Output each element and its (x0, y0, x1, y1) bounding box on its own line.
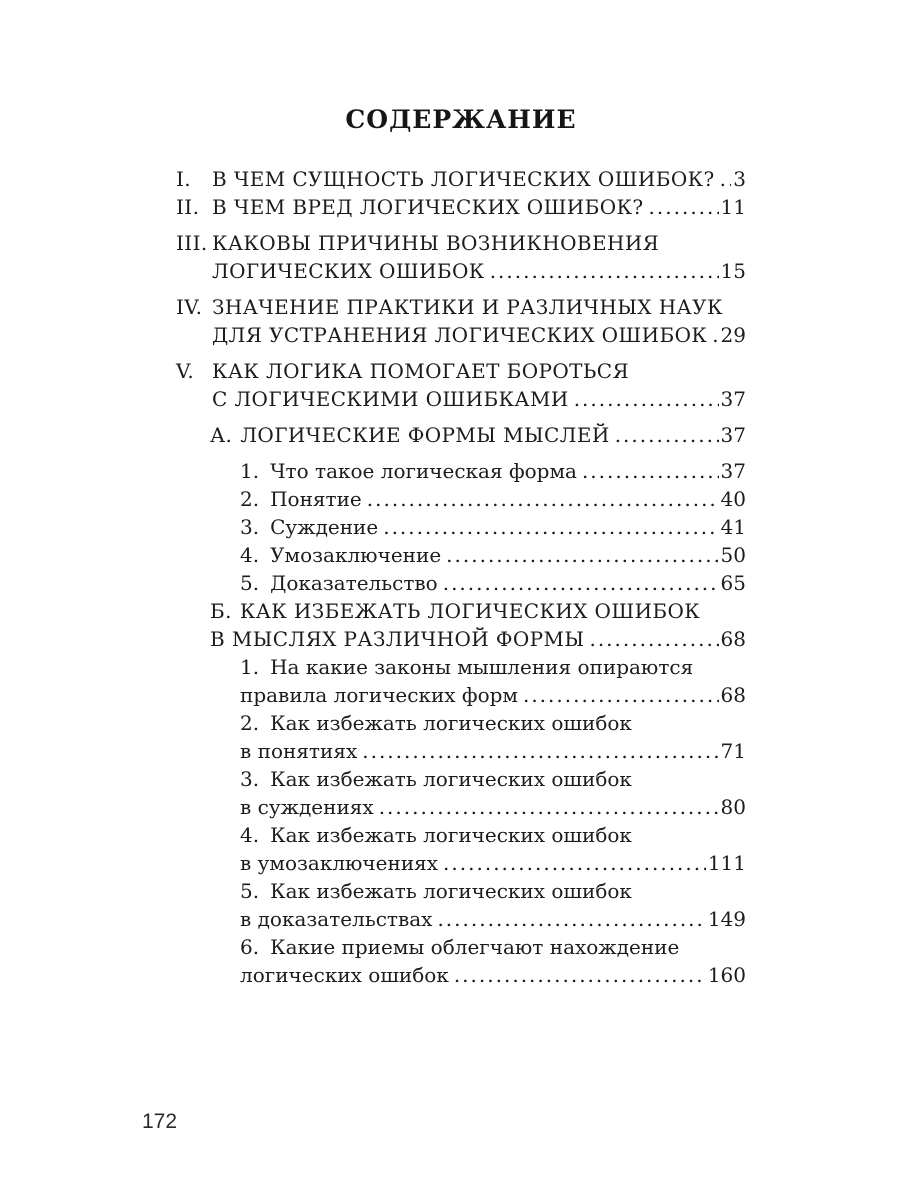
toc-entries (176, 165, 746, 989)
toc-entry-page: 71 (720, 739, 746, 763)
toc-entry-text: логических ошибок (240, 963, 449, 987)
toc-line (176, 849, 746, 877)
toc-entry (176, 653, 746, 709)
toc-entry-marker: 5. (240, 571, 260, 595)
toc-line (176, 765, 746, 793)
toc-entry-marker: 4. (240, 543, 260, 567)
toc-entry-text: В МЫСЛЯХ РАЗЛИЧНОЙ ФОРМЫ (210, 627, 585, 651)
toc-entry-marker: III. (176, 231, 208, 255)
toc-line (176, 485, 746, 513)
toc-line (176, 421, 746, 449)
toc-entry-text: ЗНАЧЕНИЕ ПРАКТИКИ И РАЗЛИЧНЫХ НАУК (212, 295, 723, 319)
toc-entry-text: Какие приемы облегчают нахождение (270, 935, 680, 959)
dot-leader (523, 681, 719, 709)
dot-leader (446, 541, 718, 569)
toc-entry-page: 3 (733, 167, 746, 191)
toc-entry (176, 485, 746, 513)
dot-leader (490, 257, 719, 285)
toc-entry-page: 80 (720, 795, 746, 819)
dot-leader (712, 321, 718, 349)
toc-entry (176, 541, 746, 569)
toc-entry-text: в доказательствах (240, 907, 433, 931)
toc-line (176, 457, 746, 485)
toc-line (176, 821, 746, 849)
toc-entry-page: 41 (720, 515, 746, 539)
toc-line (176, 597, 746, 625)
toc-entry-marker: V. (176, 359, 195, 383)
toc-entry-page: 15 (720, 259, 746, 283)
toc-entry-marker: 2. (240, 487, 260, 511)
toc-entry-marker: 1. (240, 655, 260, 679)
toc-entry-marker: 5. (240, 879, 260, 903)
dot-leader (615, 421, 719, 449)
toc-entry-text: Что такое логическая форма (270, 459, 577, 483)
toc-entry-text: в умозаключениях (240, 851, 439, 875)
toc-entry (176, 193, 746, 221)
dot-leader (443, 569, 719, 597)
toc-entry-text: КАКОВЫ ПРИЧИНЫ ВОЗНИКНОВЕНИЯ (212, 231, 660, 255)
toc-line (176, 709, 746, 737)
toc-entry (176, 165, 746, 193)
toc-entry (176, 597, 746, 653)
toc-line (176, 625, 746, 653)
toc-entry-text: ДЛЯ УСТРАНЕНИЯ ЛОГИЧЕСКИХ ОШИБОК (212, 323, 708, 347)
toc-entry-text: в суждениях (240, 795, 374, 819)
toc-line (176, 165, 746, 193)
toc-entry-text: правила логических форм (240, 683, 518, 707)
toc-entry-page: 160 (707, 963, 746, 987)
toc-line (176, 653, 746, 681)
toc-line (176, 569, 746, 597)
toc-line (176, 229, 746, 257)
dot-leader (443, 849, 706, 877)
toc-entry (176, 229, 746, 285)
dot-leader (437, 905, 705, 933)
toc-line (176, 513, 746, 541)
toc-entry (176, 765, 746, 821)
toc-entry (176, 709, 746, 765)
toc-entry-page: 29 (720, 323, 746, 347)
toc-entry-page: 68 (720, 627, 746, 651)
toc-entry-text: Как избежать логических ошибок (270, 879, 632, 903)
toc-entry-marker: 4. (240, 823, 260, 847)
toc-entry-page: 37 (720, 387, 746, 411)
toc-entry (176, 877, 746, 933)
dot-leader (379, 793, 719, 821)
toc-line (176, 385, 746, 413)
toc-entry-text: Доказательство (270, 571, 438, 595)
footer-page-number: 172 (142, 1110, 178, 1133)
toc-line (176, 257, 746, 285)
toc-entry-text: В ЧЕМ ВРЕД ЛОГИЧЕСКИХ ОШИБОК? (212, 195, 644, 219)
toc-entry-page: 65 (720, 571, 746, 595)
toc-entry-text: Понятие (270, 487, 362, 511)
page-title: СОДЕРЖАНИЕ (345, 105, 577, 134)
toc-entry-text: в понятиях (240, 739, 358, 763)
dot-leader (589, 625, 718, 653)
toc-line (176, 905, 746, 933)
toc-entry-marker: 2. (240, 711, 260, 735)
toc-entry (176, 357, 746, 413)
dot-leader (454, 961, 706, 989)
toc-entry (176, 569, 746, 597)
dot-leader (582, 457, 719, 485)
toc-line (176, 877, 746, 905)
toc-entry-marker: IV. (176, 295, 203, 319)
toc-entry-text: ЛОГИЧЕСКИЕ ФОРМЫ МЫСЛЕЙ (240, 423, 610, 447)
toc-line (176, 193, 746, 221)
dot-leader (649, 193, 719, 221)
toc-line (176, 737, 746, 765)
dot-leader (574, 385, 719, 413)
toc-entry-text: КАК ЛОГИКА ПОМОГАЕТ БОРОТЬСЯ (212, 359, 630, 383)
toc-entry-text: С ЛОГИЧЕСКИМИ ОШИБКАМИ (212, 387, 569, 411)
toc-entry-marker: А. (210, 423, 233, 447)
toc (176, 0, 746, 989)
toc-line (176, 933, 746, 961)
toc-entry-marker: II. (176, 195, 200, 219)
dot-leader (383, 513, 718, 541)
toc-entry-marker: 1. (240, 459, 260, 483)
toc-entry-text: Как избежать логических ошибок (270, 711, 632, 735)
toc-line (176, 961, 746, 989)
toc-entry-text: ЛОГИЧЕСКИХ ОШИБОК (212, 259, 485, 283)
toc-entry (176, 421, 746, 449)
toc-entry-text: Суждение (270, 515, 379, 539)
toc-entry-page: 111 (707, 851, 746, 875)
toc-entry-marker: I. (176, 167, 192, 191)
toc-entry-marker: 3. (240, 767, 260, 791)
toc-entry-page: 149 (707, 907, 746, 931)
toc-entry-page: 11 (720, 195, 746, 219)
toc-entry-page: 40 (720, 487, 746, 511)
toc-line (176, 793, 746, 821)
toc-entry (176, 821, 746, 877)
toc-entry-page: 37 (720, 459, 746, 483)
toc-entry-marker: Б. (210, 599, 232, 623)
toc-line (176, 321, 746, 349)
toc-entry (176, 933, 746, 989)
toc-entry-text: В ЧЕМ СУЩНОСТЬ ЛОГИЧЕСКИХ ОШИБОК? (212, 167, 715, 191)
dot-leader (362, 737, 718, 765)
toc-entry-page: 68 (720, 683, 746, 707)
toc-entry-text: На какие законы мышления опираются (270, 655, 694, 679)
toc-entry-text: КАК ИЗБЕЖАТЬ ЛОГИЧЕСКИХ ОШИБОК (239, 599, 701, 623)
toc-entry (176, 293, 746, 349)
toc-entry-page: 37 (720, 423, 746, 447)
toc-line (176, 541, 746, 569)
toc-entry-marker: 6. (240, 935, 260, 959)
toc-entry-marker: 3. (240, 515, 260, 539)
toc-entry-page: 50 (720, 543, 746, 567)
dot-leader (720, 165, 732, 193)
toc-line (176, 293, 746, 321)
toc-line (176, 357, 746, 385)
toc-entry-text: Умозаключение (270, 543, 442, 567)
toc-line (176, 681, 746, 709)
toc-entry-text: Как избежать логических ошибок (270, 767, 632, 791)
toc-entry-text: Как избежать логических ошибок (270, 823, 632, 847)
dot-leader (367, 485, 719, 513)
toc-entry (176, 457, 746, 485)
toc-entry (176, 513, 746, 541)
